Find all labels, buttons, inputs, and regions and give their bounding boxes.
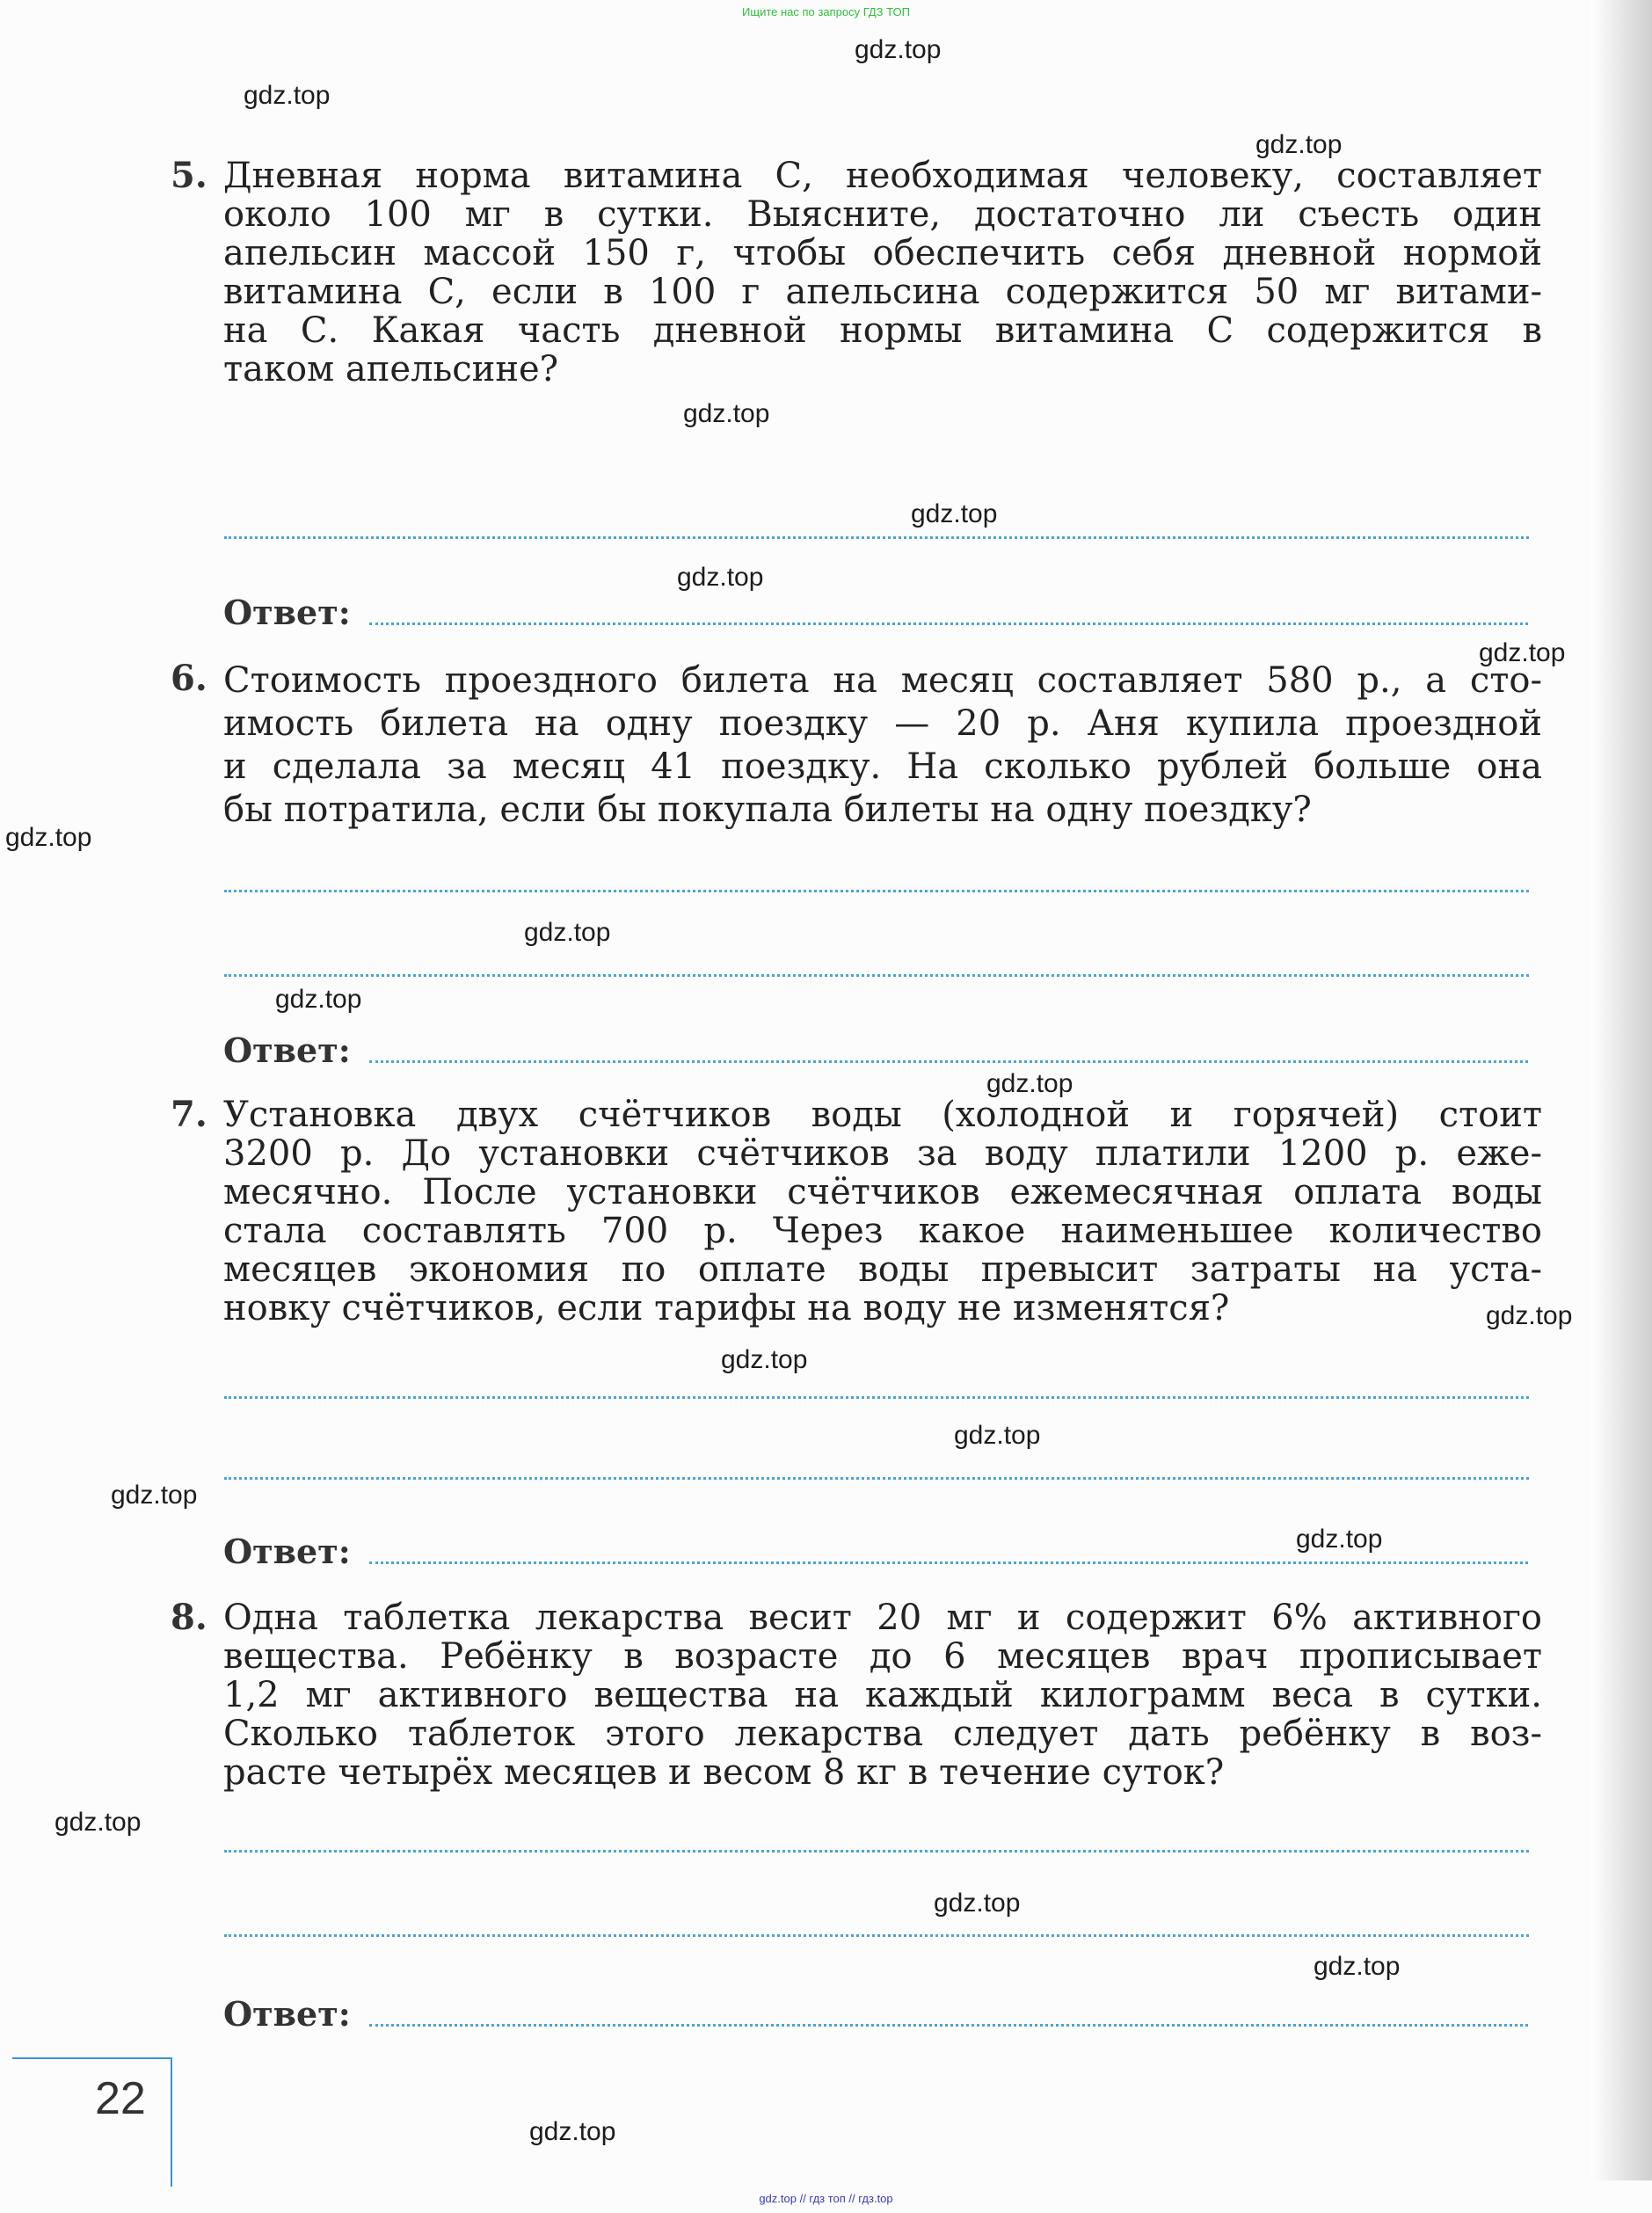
task-line: расте четырёх месяцев и весом 8 кг в течение суток? xyxy=(223,1752,1225,1793)
task-line: Сколько таблеток этого лекарства следует дать ребёнку в воз- xyxy=(223,1714,1542,1754)
answer-line[interactable] xyxy=(224,1477,1529,1480)
task-number: 8. xyxy=(171,1597,207,1638)
answer-input-line[interactable] xyxy=(369,1060,1528,1063)
watermark: gdz.top xyxy=(529,2117,616,2146)
task-line: Стоимость проездного билета на месяц составляет 580 р., а сто- xyxy=(223,660,1542,701)
watermark: gdz.top xyxy=(1486,1301,1573,1330)
watermark: gdz.top xyxy=(911,499,998,528)
task-number: 5. xyxy=(171,155,207,196)
watermark: gdz.top xyxy=(244,81,331,110)
watermark: gdz.top xyxy=(683,399,770,428)
watermark: gdz.top xyxy=(55,1808,142,1837)
watermark: gdz.top xyxy=(111,1481,198,1510)
task-line: апельсин массой 150 г, чтобы обеспечить себя дневной нормой xyxy=(223,233,1542,273)
watermark: gdz.top xyxy=(986,1069,1073,1098)
answer-label: Ответ: xyxy=(223,1532,351,1571)
task-line: 3200 р. До установки счётчиков за воду платили 1200 р. еже- xyxy=(223,1133,1542,1174)
answer-line[interactable] xyxy=(224,1934,1529,1937)
answer-label: Ответ: xyxy=(223,1030,351,1070)
task-8 xyxy=(171,1598,1542,1801)
answer-input-line[interactable] xyxy=(369,622,1528,625)
task-line: месяцев экономия по оплате воды превысит затраты на уста- xyxy=(223,1249,1542,1290)
header-note: Ищите нас по запросу ГДЗ ТОП xyxy=(742,5,910,18)
task-number: 6. xyxy=(171,658,207,699)
task-text xyxy=(223,659,1542,832)
task-line: месячно. После установки счётчиков ежемесячная оплата воды xyxy=(223,1172,1542,1212)
watermark: gdz.top xyxy=(1255,130,1343,159)
task-5 xyxy=(171,157,1542,394)
watermark: gdz.top xyxy=(1314,1952,1401,1981)
page-edge-shadow xyxy=(1590,0,1652,2180)
watermark: gdz.top xyxy=(275,985,362,1014)
watermark: gdz.top xyxy=(677,563,764,592)
watermark: gdz.top xyxy=(524,918,611,947)
watermark: gdz.top xyxy=(721,1345,808,1374)
watermark: gdz.top xyxy=(855,35,942,64)
task-line: Одна таблетка лекарства весит 20 мг и содержит 6% активного xyxy=(223,1598,1542,1638)
answer-line[interactable] xyxy=(224,974,1529,977)
answer-input-line[interactable] xyxy=(369,1561,1528,1564)
task-6 xyxy=(171,659,1542,835)
answer-input-line[interactable] xyxy=(369,2024,1528,2027)
task-line: Установка двух счётчиков воды (холодной и горячей) стоит xyxy=(223,1095,1542,1135)
task-line: витамина С, если в 100 г апельсина содержится 50 мг витами- xyxy=(223,272,1542,312)
answer-label: Ответ: xyxy=(223,1994,351,2034)
watermark: gdz.top xyxy=(934,1889,1021,1918)
watermark: gdz.top xyxy=(5,823,92,852)
answer-line[interactable] xyxy=(224,536,1529,539)
task-line: таком апельсине? xyxy=(223,349,559,389)
task-number: 7. xyxy=(171,1094,207,1135)
task-line: новку счётчиков, если тарифы на воду не изменятся? xyxy=(223,1288,1230,1329)
task-line: Дневная норма витамина С, необходимая человеку, составляет xyxy=(223,156,1542,196)
watermark: gdz.top xyxy=(954,1421,1041,1450)
task-text xyxy=(223,1598,1542,1792)
task-text xyxy=(223,1096,1542,1328)
task-line: имость билета на одну поездку — 20 р. Аня купила проездной xyxy=(223,703,1542,744)
task-line: стала составлять 700 р. Через какое наименьшее количество xyxy=(223,1211,1542,1251)
answer-label: Ответ: xyxy=(223,593,351,632)
task-line: на С. Какая часть дневной нормы витамина С содержится в xyxy=(223,310,1542,351)
page-number: 22 xyxy=(95,2073,146,2124)
task-line: вещества. Ребёнку в возрасте до 6 месяцев врач прописывает xyxy=(223,1636,1542,1677)
answer-line[interactable] xyxy=(224,890,1529,892)
watermark: gdz.top xyxy=(1296,1525,1383,1554)
task-line: и сделала за месяц 41 поездку. На сколько рублей больше она xyxy=(223,746,1542,787)
task-7 xyxy=(171,1096,1542,1333)
answer-line[interactable] xyxy=(224,1850,1529,1853)
task-line: 1,2 мг активного вещества на каждый килограмм веса в сутки. xyxy=(223,1675,1542,1715)
watermark: gdz.top xyxy=(1479,638,1566,667)
task-text xyxy=(223,157,1542,389)
page-number-frame xyxy=(12,2057,172,2187)
footer-note: gdz.top // гдз топ // гдз.top xyxy=(759,2192,893,2205)
answer-line[interactable] xyxy=(224,1396,1529,1399)
task-line: около 100 мг в сутки. Выясните, достаточно ли съесть один xyxy=(223,194,1542,235)
task-line: бы потратила, если бы покупала билеты на одну поездку? xyxy=(223,790,1312,830)
